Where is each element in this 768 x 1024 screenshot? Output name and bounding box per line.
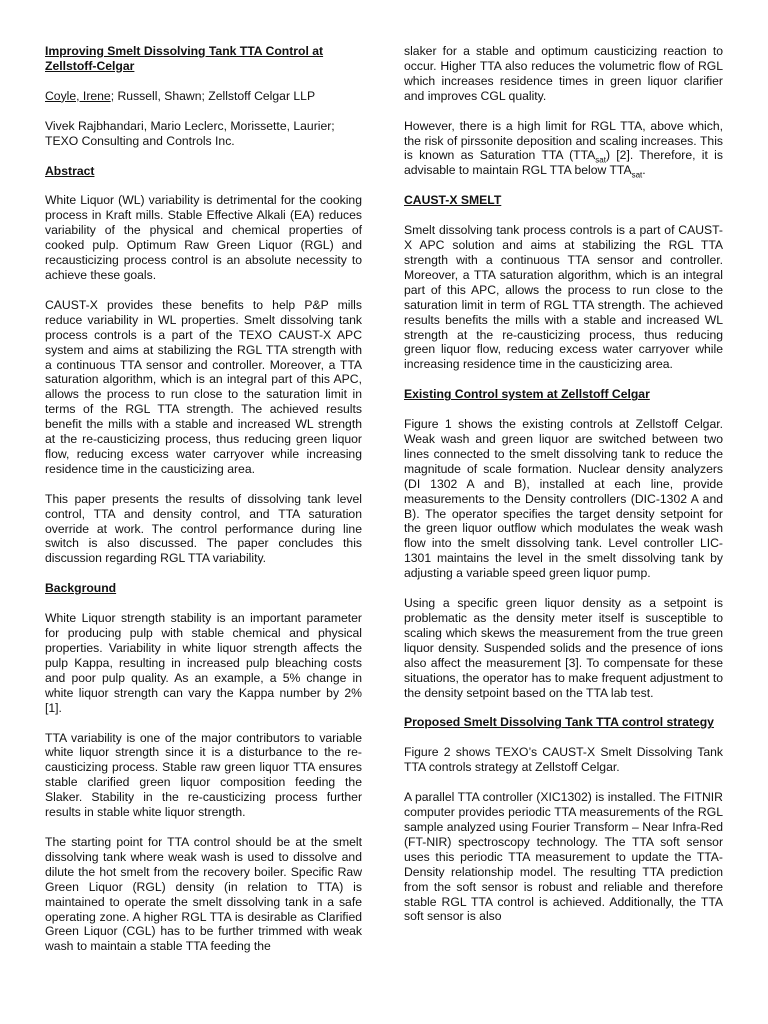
tta-sat-subscript-2: sat	[631, 170, 643, 180]
right-column	[404, 44, 723, 939]
author-line-1-rest: ; Russell, Shawn; Zellstoff Celgar LLP	[110, 88, 316, 103]
proposed-paragraph-1: Figure 2 shows TEXO’s CAUST-X Smelt Dissolving Tank TTA controls strategy at Zellstoff Celgar.	[404, 745, 723, 775]
right-paragraph-2-part-a: However, there is a high limit for RGL TTA, above which, the risk of pirssonite deposition and scaling increases. This is known as Saturation TTA (TTA	[404, 118, 723, 163]
right-paragraph-2-part-b: ) [2]. Therefore, it is advisable to maintain RGL TTA below TTA	[404, 148, 723, 178]
background-heading: Background	[45, 581, 117, 596]
paper-title: Improving Smelt Dissolving Tank TTA Control at Zellstoff-Celgar	[45, 44, 324, 73]
proposed-paragraph-2: A parallel TTA controller (XIC1302) is installed. The FITNIR computer provides periodic TTA measurements of the RGL sample analyzed using Fourier Transform – Near Infra-Red (FT-NIR) spectroscopy technology. The TTA soft sensor uses this periodic TTA measurement to update the TTA-Density relationship model. The resulting TTA prediction from the soft sensor is robust and reliable and therefore stable RGL TTA control is achieved. Additionally, the TTA soft sensor is also	[404, 790, 723, 924]
lead-author: Coyle, Irene	[45, 88, 111, 103]
abstract-heading: Abstract	[45, 163, 95, 178]
right-paragraph-2	[404, 119, 723, 179]
background-paragraph-1: White Liquor strength stability is an important parameter for producing pulp with stable chemical and physical properties. Variability in white liquor strength affects the pulp Kappa, resulting in increased pulp bleaching costs and poor pulp quality. As an example, a 5% change in white liquor strength can vary the Kappa number by 2% [1].	[45, 611, 362, 715]
right-paragraph-1: slaker for a stable and optimum causticizing reaction to occur. Higher TTA also reduces the volumetric flow of RGL which increases residence times in green liquor clarifier and improves CGL quality.	[404, 44, 723, 103]
proposed-strategy-heading: Proposed Smelt Dissolving Tank TTA control strategy	[404, 715, 714, 730]
author-line-2: Vivek Rajbhandari, Mario Leclerc, Morissette, Laurier; TEXO Consulting and Controls Inc.	[45, 118, 335, 148]
abstract-paragraph-1: White Liquor (WL) variability is detrimental for the cooking process in Kraft mills. Stable Effective Alkali (EA) reduces variability of the physical and chemical properties of cooked pulp. Optimum Raw Green Liquor (RGL) and recausticizing process control is an absolute necessity to achieve these goals.	[45, 193, 362, 282]
existing-control-heading: Existing Control system at Zellstoff Celgar	[404, 387, 650, 402]
author-line-1	[45, 89, 362, 104]
left-column	[45, 44, 362, 969]
background-paragraph-3: The starting point for TTA control should be at the smelt dissolving tank where weak wash is used to dissolve and dilute the hot smelt from the recovery boiler. Specific Raw Green Liquor (RGL) density (in relation to TTA) is maintained to operate the smelt dissolving tank in a safe operating zone. A higher RGL TTA is desirable as Clarified Green Liquor (CGL) has to be further trimmed with weak wash to maintain a stable TTA feeding the	[45, 834, 362, 954]
right-paragraph-2-part-c: .	[642, 163, 646, 178]
existing-paragraph-2: Using a specific green liquor density as a setpoint is problematic as the density meter itself is susceptible to scaling which skews the measurement from the true green liquor density. Suspended solids and the presence of ions also affect the measurement [3]. To compensate for these situations, the operator has to make frequent adjustment to the density setpoint based on the TTA lab test.	[404, 596, 723, 700]
caustx-heading: CAUST-X SMELT	[404, 193, 502, 208]
abstract-paragraph-2: CAUST-X provides these benefits to help P&P mills reduce variability in WL properties. Smelt dissolving tank process controls is a part of the TEXO CAUST-X APC system and aims at stabilizing the RGL TTA strength with a continuous TTA sensor and controller. Moreover, a TTA saturation algorithm, which is an integral part of this APC, allows the process to run close to the saturation limit in terms of the RGL TTA strength. The achieved results benefit the mills with a stable and increased WL strength at the re-causticizing process, thus reducing green liquor flow, reducing excess water carryover while increasing residence time in the causticizing area.	[45, 297, 362, 476]
existing-paragraph-1: Figure 1 shows the existing controls at Zellstoff Celgar. Weak wash and green liquor are switched between two lines connected to the smelt dissolving tank to reduce the magnitude of scale formation. Nuclear density analyzers (DI 1302 A and B), installed at each line, provide measurements to the Density controllers (DIC-1302 A and B). The operator specifies the target density setpoint for the green liquor outflow which modulates the weak wash flow into the smelt dissolving tank. Level controller LIC-1301 maintains the level in the smelt dissolving tank by adjusting a variable speed green liquor pump.	[404, 417, 723, 581]
caustx-paragraph-1: Smelt dissolving tank process controls is a part of CAUST-X APC solution and aims at stabilizing the RGL TTA strength with a continuous TTA sensor and controller. Moreover, a TTA saturation algorithm, which is an integral part of this APC, allows the process to run close to the saturation limit in term of RGL TTA strength. The achieved results benefits the mills with a stable and increased WL strength at the re-causticizing process, thus reducing green liquor flow, reducing excess water carryover while increasing residence time in the causticizing area.	[404, 223, 723, 372]
abstract-paragraph-3: This paper presents the results of dissolving tank level control, TTA and density control, and TTA saturation override at work. The control performance during line switch is also discussed. The paper concludes this discussion regarding RGL TTA variability.	[45, 491, 362, 566]
tta-sat-subscript-1: sat	[595, 155, 606, 165]
background-paragraph-2: TTA variability is one of the major contributors to variable white liquor strength since it is a disturbance to the re-causticizing process. Stable raw green liquor TTA ensures stable clarified green liquor composition feeding the Slaker. Stability in the re-causticizing process further results in stable white liquor strength.	[45, 730, 362, 820]
